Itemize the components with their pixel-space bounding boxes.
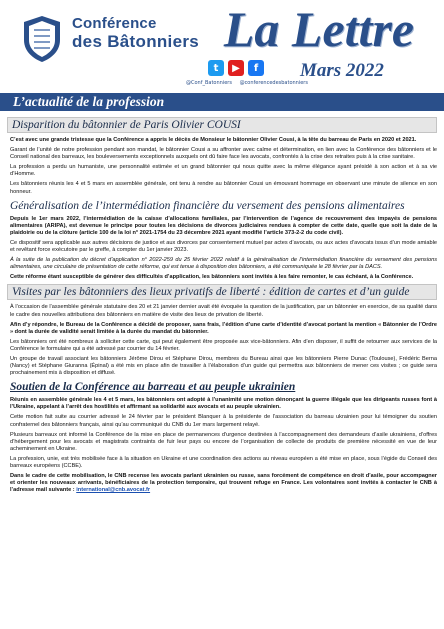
paragraph: La profession, unie, est très mobilisée face à la situation en Ukraine et une coordination des actions au niveau européen a été mise en place, sous l’égide du Conseil des barreaux européens (CCBE). [10, 455, 437, 469]
youtube-icon[interactable]: ▶ [228, 60, 244, 76]
twitter-handle[interactable]: @Conf_Batonniers [186, 80, 232, 86]
section-title-visites: Visites par les bâtonniers des lieux privatifs de liberté : édition de cartes et d’un guide [7, 284, 437, 300]
section-band [0, 93, 444, 111]
paragraph: Un groupe de travail associant les bâtonniers Jérôme Dirou et Stéphane Dirou, membres du Bureau ainsi que les bâtonniers Pierre Dunac (Toulouse), Frédéric Berna (Nancy) et Stéphane Giuranna (Épinal) a été mis en place afin de travailler à l’élaboration d’un guide qui permettra aux bâtonniers de mener ces visites ; ce guide sera prochainement mis à disposition et diffusé. [10, 355, 437, 377]
section-title-ukraine: Soutien de la Conférence au barreau et au peuple ukrainien [10, 381, 296, 394]
header [0, 0, 444, 92]
paragraph [10, 473, 437, 494]
logo-line-2: des Bâtonniers [72, 32, 200, 51]
paragraph: Afin d’y répondre, le Bureau de la Conférence a décidé de proposer, sans frais, l’édition d’une carte d’identité d’avocat portant la mention « Bâtonnier de l’Ordre » dont la durée de validité serait limitée à la durée du mandat du bâtonnier. [10, 321, 437, 335]
band-title: L’actualité de la profession [13, 94, 165, 109]
newsletter-title: La Lettre [223, 1, 415, 57]
content [7, 117, 437, 497]
paragraph: Cette motion fait suite au courrier adressé le 24 février par le président Blanquer à la présidente de l’association du barreau ukrainien pour lui témoigner du soutien confraternel des bâtonniers français, ainsi qu’au communiqué du CNB du 1er mars largement relayé. [10, 414, 437, 428]
paragraph: À la suite de la publication du décret d’application n° 2022-259 du 25 février 2022 relatif à la généralisation de l’intermédiation financière du versement des pensions alimentaires, une circulaire de présentation de cette réforme, qui est tenue à disposition des bâtonniers, a été communiquée le 28 février par la DACS. [10, 257, 437, 271]
paragraph: À l’occasion de l’assemblée générale statutaire des 20 et 21 janvier dernier avait été évoquée la question de la justification, par un bâtonnier en exercice, de sa qualité dans le cadre des nouvelles attributions des bâtonniers en matière de visite des lieux de privation de liberté. [10, 304, 437, 318]
paragraph: Réunis en assemblée générale les 4 et 5 mars, les bâtonniers ont adopté à l’unanimité une motion dénonçant la guerre illégale que les dirigeants russes font à l’Ukraine, appelant à l’arrêt des hostilités et affirmant sa solidarité aux avocats et au peuple ukrainien. [10, 397, 437, 411]
paragraph-text: Dans le cadre de cette mobilisation, le CNB recense les avocats parlant ukrainien ou russe, sans forcément de compétence en droit d’asile, pour accompagner et orienter les nouveaux arrivants, bénéficiaires de la protection temporaire, qui trouvent refuge en France. Les volontaires sont invités à contacter le CNB à l’adresse mail suivante : [10, 473, 437, 494]
section-title-cousi: Disparition du bâtonnier de Paris Olivier COUSI [7, 117, 437, 133]
facebook-icon[interactable]: f [248, 60, 264, 76]
section-title-pensions: Généralisation de l’intermédiation financière du versement des pensions alimentaires [10, 199, 405, 212]
paragraph: Les bâtonniers ont été nombreux à solliciter cette carte, qui peut également être proposée aux vice-bâtonniers. Afin d’en disposer, il suffit de retourner aux services de la Conférence le formulaire qui a été adressé par courrier du 14 février. [10, 338, 437, 352]
conference-logo-icon [20, 14, 64, 64]
paragraph: C’est avec une grande tristesse que la Conférence a appris le décès de Monsieur le bâtonnier Olivier Cousi, à la tête du barreau de Paris en 2020 et 2021. [10, 137, 417, 143]
paragraph: Les bâtonniers réunis les 4 et 5 mars en assemblée générale, ont tenu à rendre au bâtonnier Cousi un émouvant hommage en observant une minute de silence en son honneur. [10, 181, 437, 195]
facebook-handle[interactable]: @conferencedesbatonniers [239, 80, 308, 86]
logo-line-1: Conférence [72, 15, 157, 32]
paragraph: Ce dispositif sera applicable aux autres décisions de justice et aux divorces par consentement mutuel par actes d’avocats, ou aux actes d’avocats issus d’un mode amiable et revêtant force exécutoire par le greffe, à compter du 1er janvier 2023. [10, 239, 437, 254]
logo-wordmark [72, 16, 199, 50]
paragraph: Plusieurs barreaux ont informé la Conférence de la mise en place de permanences d’urgence destinées à l’accompagnement des demandeurs d’asile ukrainiens, d’offres d’hébergement pour les avocats et magistrats contraints de fuir leur pays ou encore de l’organisation de collecte de produits de première nécessité en vue de leur acheminement en Ukraine. [10, 431, 437, 452]
paragraph: Depuis le 1er mars 2022, l’intermédiation de la caisse d’allocations familiales, par l’intervention de l’agence de recouvrement des impayés de pensions alimentaires (ARIPA), est devenue le principe pour toutes les décisions de divorces judiciaires rendues à compter de cette date, quelle que soit la date de la plaidoirie ou de la clôture (article 100 de la loi n° 2021-1754 du 23 décembre 2021 ayant modifié l’article 373-2-2 du code civil). [10, 215, 437, 236]
paragraph: La profession a perdu un humaniste, une personnalité estimée et un grand bâtonnier qui nous quitte avec la même élégance ayant présidé à son action et à sa vie d’Homme. [10, 164, 437, 178]
twitter-icon[interactable]: t [208, 60, 224, 76]
paragraph: Garant de l’unité de notre profession pendant son mandat, le bâtonnier Cousi a su affronter avec calme et détermination, en lien avec la Conférence des bâtonniers et le Conseil national des barreaux, les bouleversements exceptionnels auxquels ont dû faire face les avocats, confrontés à la crise des retraites puis à la crise sanitaire. [10, 147, 437, 161]
social-handles [186, 80, 314, 86]
social-links [208, 60, 264, 76]
paragraph: Cette réforme étant susceptible de générer des difficultés d’application, les bâtonniers sont invités à les faire remonter, le cas échéant, à la Conférence. [10, 274, 414, 281]
email-link[interactable]: international@cnb.avocat.fr [76, 487, 151, 494]
issue-date: Mars 2022 [300, 60, 384, 81]
